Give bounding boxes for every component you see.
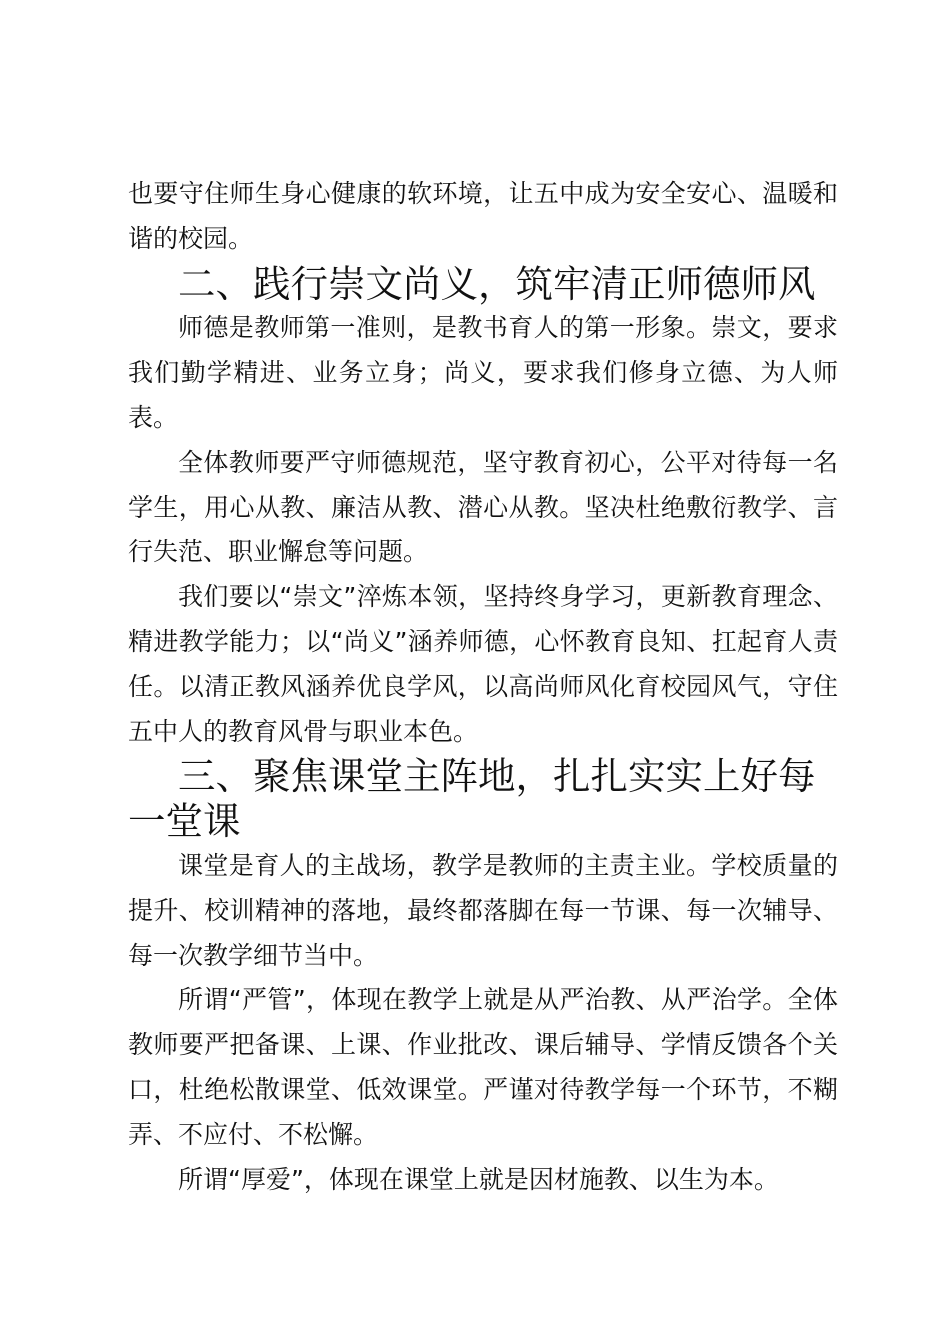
paragraph-deep-care: 所谓“厚爱”，体现在课堂上就是因材施教、以生为本。 (178, 1164, 779, 1194)
paragraph-strict-management: 所谓“严管”，体现在教学上就是从严治教、从严治学。全体教师要严把备课、上课、作业批改、课后辅导、学情反馈各个关口，杜绝松散课堂、低效课堂。严谨对待教学每一个环节，不糊弄、不应付、不松懈。 (128, 985, 838, 1149)
paragraph-classroom: 课堂是育人的主战场，教学是教师的主责主业。学校质量的提升、校训精神的落地，最终都落脚在每一节课、每一次辅导、每一次教学细节当中。 (128, 850, 838, 970)
section-heading-2: 二、践行崇文尚义，筑牢清正师德师风 (178, 261, 816, 306)
paragraph-ethics-norms: 全体教师要严守师德规范，坚守教育初心，公平对待每一名学生，用心从教、廉洁从教、潜心从教。坚决杜绝敷衍教学、言行失范、职业懈怠等问题。 (128, 447, 838, 567)
document-page (128, 172, 838, 1202)
section-heading-3: 三、聚焦课堂主阵地，扎扎实实上好每一堂课 (128, 754, 816, 844)
paragraph-chongwen-shangyi: 我们要以“崇文”淬炼本领，坚持终身学习，更新教育理念、精进教学能力；以“尚义”涵养师德，心怀教育良知、扛起育人责任。以清正教风涵养优良学风，以高尚师风化育校园风气，守住五中人的教育风骨与职业本色。 (128, 582, 838, 746)
paragraph-teacher-ethics: 师德是教师第一准则，是教书育人的第一形象。崇文，要求我们勤学精进、业务立身；尚义，要求我们修身立德、为人师表。 (128, 313, 838, 432)
paragraph-continuation: 也要守住师生身心健康的软环境，让五中成为安全安心、温暖和谐的校园。 (128, 179, 838, 253)
